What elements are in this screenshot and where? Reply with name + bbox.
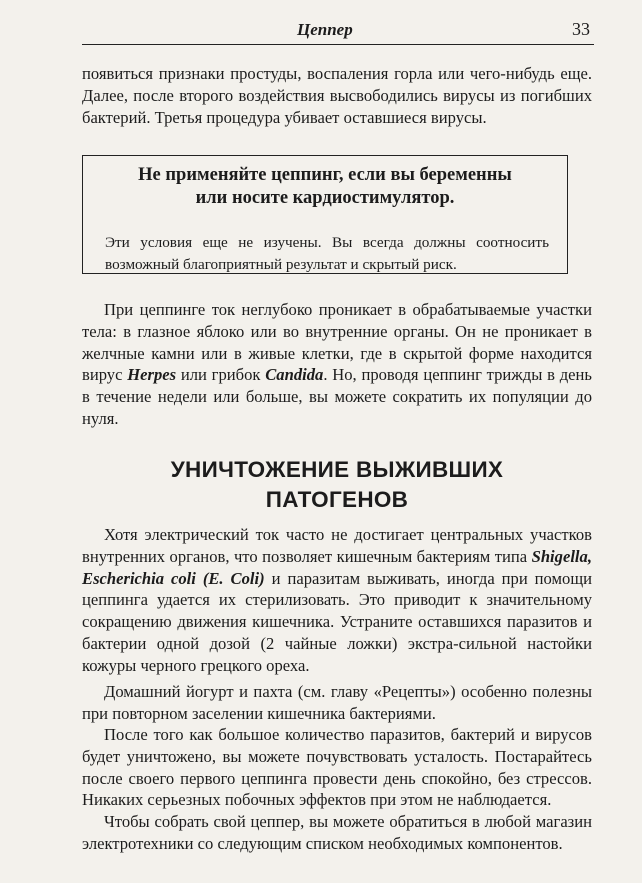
penetration-paragraph [82, 299, 592, 430]
warning-title [83, 164, 567, 210]
section-heading [82, 455, 592, 515]
page-number: 33 [572, 19, 590, 39]
build-zapper-paragraph: Чтобы собрать свой цеппер, вы можете обратиться в любой магазин электротехники со следующим списком необходимых компонентов. [82, 812, 592, 853]
warning-text: Эти условия еще не изучены. Вы всегда должны соотносить возможный благоприятный результат и скрытый риск. [105, 234, 549, 273]
warning-box [82, 155, 568, 274]
running-header [82, 18, 594, 45]
running-header-title: Цеппер [297, 20, 353, 39]
warning-title-line1: Не применяйте цеппинг, если вы беременны [138, 165, 512, 185]
intestine-paragraph [82, 524, 592, 677]
yogurt-paragraph: Домашний йогурт и пахта (см. главу «Рецепты») особенно полезны при повторном заселении кишечника бактериями. [82, 682, 592, 723]
intestine-text-after: и паразитам выживать, иногда при помощи цеппинга удается их стерилизовать. Это приводит к значительному сокращению движения кишечника. Устраните оставшихся паразитов и бактерии одной дозой (2 чайные ложки) экстра-сильной настойки кожуры черного грецкого ореха. [82, 568, 592, 675]
candida-term: Candida [265, 365, 324, 385]
section-heading-line1: УНИЧТОЖЕНИЕ ВЫЖИВШИХ [170, 457, 504, 482]
section-heading-line2: ПАТОГЕНОВ [265, 487, 409, 512]
intestine-text-before: Хотя электрический ток часто не достигает центральных участков внутренних органов, что позволяет кишечным бактериям типа [82, 525, 592, 566]
intro-paragraph: появиться признаки простуды, воспаления горла или чего-нибудь еще. Далее, после второго воздействия высвободились вирусы из погибших бактерий. Третья процедура убивает оставшиеся вирусы. [82, 64, 592, 127]
warning-title-line2: или носите кардиостимулятор. [195, 188, 455, 208]
penetration-text-before: При цеппинге ток неглубоко проникает в обрабатываемые участки тела: в глазное яблоко или во внутренние органы. Он не проникает в желчные камни или в живые клетки, где в скрытой форме находится вирус [82, 300, 592, 385]
bacteria-species-terms: Shigella, Escherichia coli (E. Coli) [82, 546, 592, 588]
penetration-text-after: . Но, проводя цеппинг трижды в день в течение недели или больше, вы можете сократить их популяции до нуля. [82, 365, 592, 428]
fatigue-paragraph: После того как большое количество паразитов, бактерий и вирусов будет уничтожено, вы можете почувствовать усталость. Постарайтесь после своего первого цеппинга провести день спокойно, без стрессов. Никаких серьезных побочных эффектов при этом не наблюдается. [82, 725, 592, 810]
herpes-term: Herpes [127, 365, 177, 385]
penetration-text-middle: или грибок [176, 365, 266, 385]
